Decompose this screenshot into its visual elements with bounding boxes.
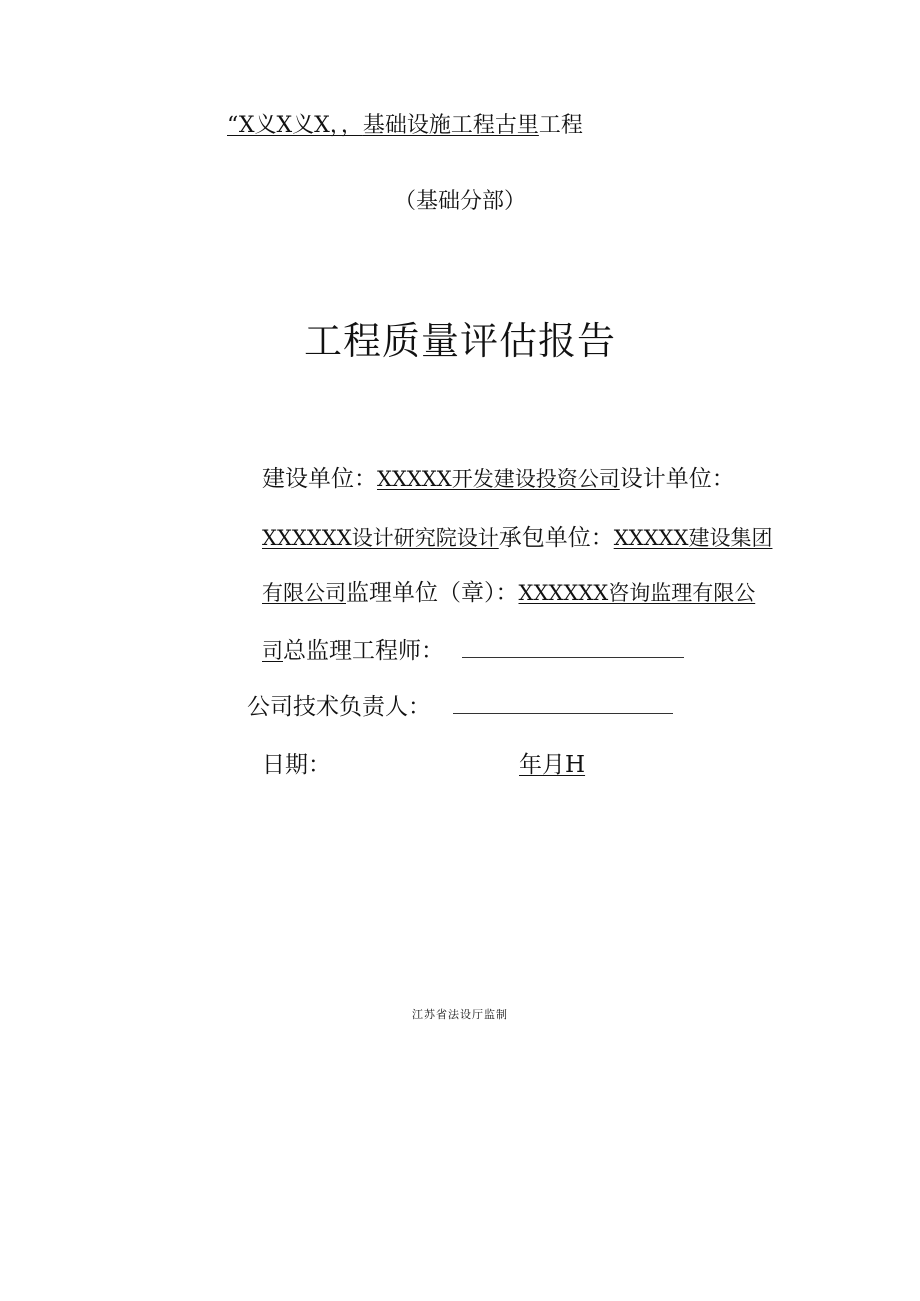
design-contractor-line (262, 519, 772, 552)
supervision-value: XXXXXX咨询监理有限公 (518, 581, 756, 605)
chief-engineer-line (262, 632, 684, 665)
contractor-label: 承包单位： (498, 525, 614, 551)
supervision-line (262, 574, 755, 607)
supervision-value-cont: 司 (262, 639, 283, 663)
tech-lead-label: 公司技术负责人： (247, 694, 431, 720)
construction-unit-line (262, 460, 735, 493)
project-title-line (227, 108, 583, 139)
date-line (262, 746, 585, 779)
project-prefix: “X义X义X，， (227, 113, 363, 138)
chief-engineer-label: 总监理工程师： (283, 638, 444, 664)
report-title: 工程质量评估报告 (303, 319, 616, 363)
design-unit-label: 设计单位： (619, 466, 735, 492)
chief-engineer-signature-blank (462, 639, 684, 658)
project-suffix: 工程 (538, 113, 583, 138)
footer-issuer: 江苏省法设厅监制 (412, 1008, 508, 1021)
date-value: 年月H (519, 752, 586, 778)
section-subtitle: （基础分部） (393, 189, 526, 214)
supervision-label: 监理单位（章）： (346, 580, 519, 606)
contractor-value-cont: 有限公司 (262, 581, 346, 605)
project-name: 基础设施工程古里 (362, 113, 539, 138)
date-label: 日期： (262, 752, 331, 778)
construction-unit-value: XXXXX开发建设投资公司 (377, 467, 620, 491)
construction-unit-label: 建设单位： (262, 466, 377, 492)
tech-lead-signature-blank (453, 695, 673, 714)
tech-lead-line (247, 688, 673, 721)
contractor-value: XXXXX建设集团 (613, 526, 773, 550)
design-unit-value: XXXXXX设计研究院设计 (262, 526, 499, 550)
